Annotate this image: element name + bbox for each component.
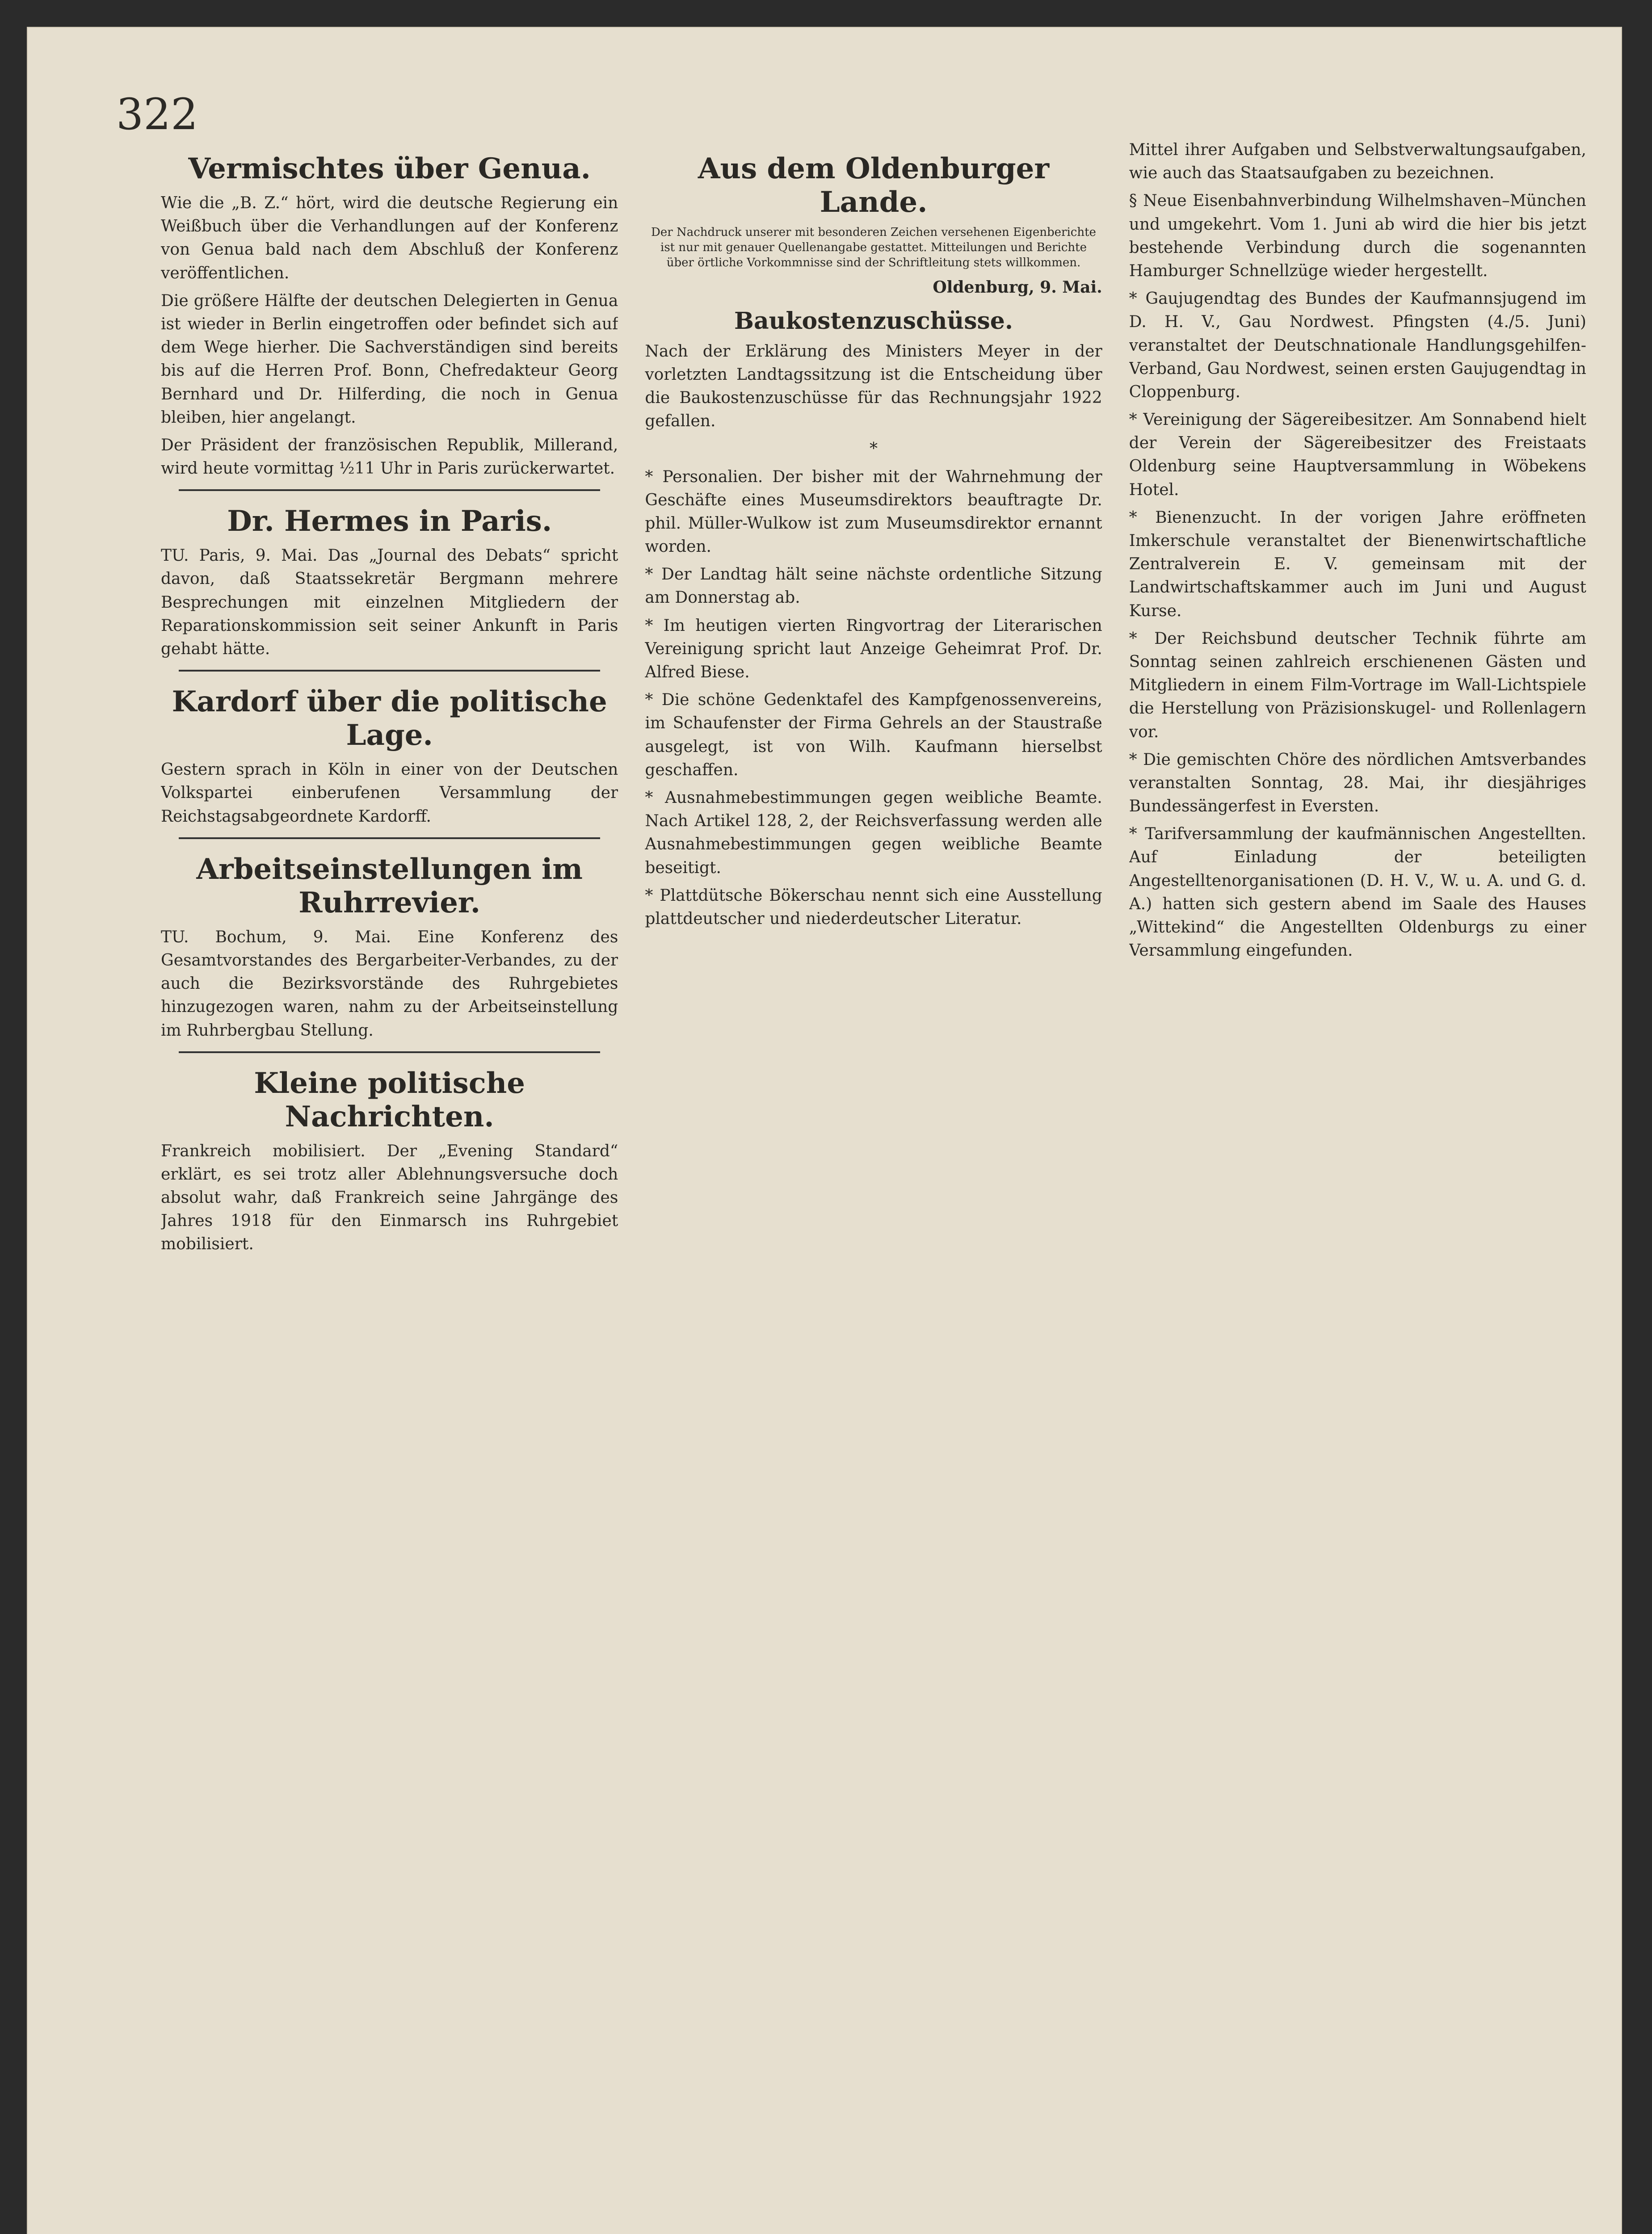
- paragraph: * Der Reichsbund deutscher Technik führte am Sonntag seinen zahlreich erschienenen Gästen und Mitgliedern in einem Film-Vortrage im Wall-Lichtspiele die Herstellung von Präzisionskugel- und Rollenlagern vor.: [1129, 629, 1586, 741]
- column-1: [161, 139, 618, 2234]
- divider: [179, 1051, 600, 1053]
- paragraph: Gestern sprach in Köln in einer von der Deutschen Volkspartei einberufenen Versammlung der Reichstagsabgeordnete Kardorff.: [161, 760, 618, 826]
- headline-hermes: Dr. Hermes in Paris.: [227, 504, 552, 538]
- paragraph: * Personalien. Der bisher mit der Wahrnehmung der Geschäfte eines Museumsdirektors beauftragte Dr. phil. Müller-Wulkow ist zum Museumsdirektor ernannt worden.: [645, 467, 1102, 556]
- dateline: Oldenburg, 9. Mai.: [933, 278, 1102, 297]
- divider: [179, 670, 600, 672]
- paragraph: * Tarifversammlung der kaufmännischen Angestellten. Auf Einladung der beteiligten Angestelltenorganisationen (D. H. V., W. u. A. und G. d. A.) hatten sich gestern abend im Saale des Hauses „Wittekind“ die Angestellten Oldenburgs zu einer Versammlung eingefunden.: [1129, 825, 1586, 960]
- paragraph: TU. Bochum, 9. Mai. Eine Konferenz des Gesamtvorstandes des Bergarbeiter-Verbandes, zu der auch die Bezirksvorstände des Ruhrgebietes hinzugezogen waren, nahm zu der Arbeitseinstellung im Ruhrbergbau Stellung.: [161, 928, 618, 1040]
- paragraph: Die größere Hälfte der deutschen Delegierten in Genua ist wieder in Berlin eingetroffen oder befindet sich auf dem Wege hierher. Die Sachverständigen sind bereits bis auf die Herren Prof. Bonn, Chefredakteur Georg Bernhard und Dr. Hilferding, die noch in Genua bleiben, hier angelangt.: [161, 291, 618, 427]
- headline-genua: Vermischtes über Genua.: [188, 152, 591, 185]
- paragraph: * Die schöne Gedenktafel des Kampfgenossenvereins, im Schaufenster der Firma Gehrels an der Staustraße ausgelegt, ist von Wilh. Kaufmann hierselbst geschaffen.: [645, 691, 1102, 779]
- column-2: [645, 139, 1102, 2234]
- headline-ruhr: Arbeitseinstellungen im Ruhrrevier.: [196, 852, 583, 920]
- paragraph: Frankreich mobilisiert. Der „Evening Standard“ erklärt, es sei trotz aller Ablehnungsversuche doch absolut wahr, daß Frankreich seine Jahrgänge des Jahres 1918 für den Einmarsch ins Ruhrgebiet mobilisiert.: [161, 1142, 618, 1254]
- page-number: 322: [116, 89, 198, 139]
- paragraph: * Ausnahmebestimmungen gegen weibliche Beamte. Nach Artikel 128, 2, der Reichsverfassung werden alle Ausnahmebestimmungen gegen weibliche Beamte beseitigt.: [645, 788, 1102, 877]
- separator-star: *: [869, 440, 878, 458]
- columns: [161, 139, 1586, 2234]
- headline-kleine: Kleine politische Nachrichten.: [254, 1066, 525, 1134]
- notice: Der Nachdruck unserer mit besonderen Zeichen versehenen Eigenberichte ist nur mit genauer Quellenangabe gestattet. Mitteilungen und Berichte über örtliche Vorkommnisse sind der Schriftleitung stets willkommen.: [651, 226, 1096, 269]
- paragraph: Der Präsident der französischen Republik, Millerand, wird heute vormittag ½11 Uhr in Paris zurückerwartet.: [161, 436, 618, 478]
- headline-oldenburg: Aus dem Oldenburger Lande.: [698, 152, 1050, 219]
- headline-kardorf: Kardorf über die politische Lage.: [172, 685, 607, 752]
- paragraph: TU. Paris, 9. Mai. Das „Journal des Debats“ spricht davon, daß Staatssekretär Bergmann mehrere Besprechungen mit einzelnen Mitgliedern der Reparationskommission seit seiner Ankunft in Paris gehabt hätte.: [161, 546, 618, 658]
- column-3: [1129, 139, 1586, 2234]
- headline-baukosten: Baukostenzuschüsse.: [734, 307, 1013, 335]
- newspaper-page: [27, 27, 1622, 2234]
- paragraph: * Der Landtag hält seine nächste ordentliche Sitzung am Donnerstag ab.: [645, 565, 1102, 607]
- paragraph: * Im heutigen vierten Ringvortrag der Literarischen Vereinigung spricht laut Anzeige Geheimrat Prof. Dr. Alfred Biese.: [645, 616, 1102, 682]
- divider: [179, 489, 600, 491]
- paragraph: * Plattdütsche Bökerschau nennt sich eine Ausstellung plattdeutscher und niederdeutscher Literatur.: [645, 886, 1102, 928]
- paragraph: Nach der Erklärung des Ministers Meyer in der vorletzten Landtagssitzung ist die Entscheidung über die Baukostenzuschüsse für das Rechnungsjahr 1922 gefallen.: [645, 342, 1102, 431]
- paragraph: * Vereinigung der Sägereibesitzer. Am Sonnabend hielt der Verein der Sägereibesitzer des Freistaats Oldenburg seine Hauptversammlung in Wöbekens Hotel.: [1129, 411, 1586, 499]
- paragraph: * Die gemischten Chöre des nördlichen Amtsverbandes veranstalten Sonntag, 28. Mai, ihr diesjähriges Bundessängerfest in Eversten.: [1129, 750, 1586, 816]
- paragraph: Wie die „B. Z.“ hört, wird die deutsche Regierung ein Weißbuch über die Verhandlungen auf der Konferenz von Genua bald nach dem Abschluß der Konferenz veröffentlichen.: [161, 194, 618, 282]
- divider: [179, 837, 600, 839]
- paragraph: * Gaujugendtag des Bundes der Kaufmannsjugend im D. H. V., Gau Nordwest. Pfingsten (4./5. Juni) veranstaltet der Deutschnationale Handlungsgehilfen-Verband, Gau Nordwest, seinen ersten Gaujugendtag in Cloppenburg.: [1129, 290, 1586, 401]
- paragraph: * Bienenzucht. In der vorigen Jahre eröffneten Imkerschule veranstaltet der Bienenwirtschaftliche Zentralverein E. V. gemeinsam mit der Landwirtschaftskammer auch im Juni und August Kurse.: [1129, 508, 1586, 620]
- paragraph: Mittel ihrer Aufgaben und Selbstverwaltungsaufgaben, wie auch das Staatsaufgaben zu bezeichnen.: [1129, 141, 1586, 183]
- paragraph: § Neue Eisenbahnverbindung Wilhelmshaven–München und umgekehrt. Vom 1. Juni ab wird die hier bis jetzt bestehende Verbindung durch die sogenannten Hamburger Schnellzüge wieder hergestellt.: [1129, 192, 1586, 280]
